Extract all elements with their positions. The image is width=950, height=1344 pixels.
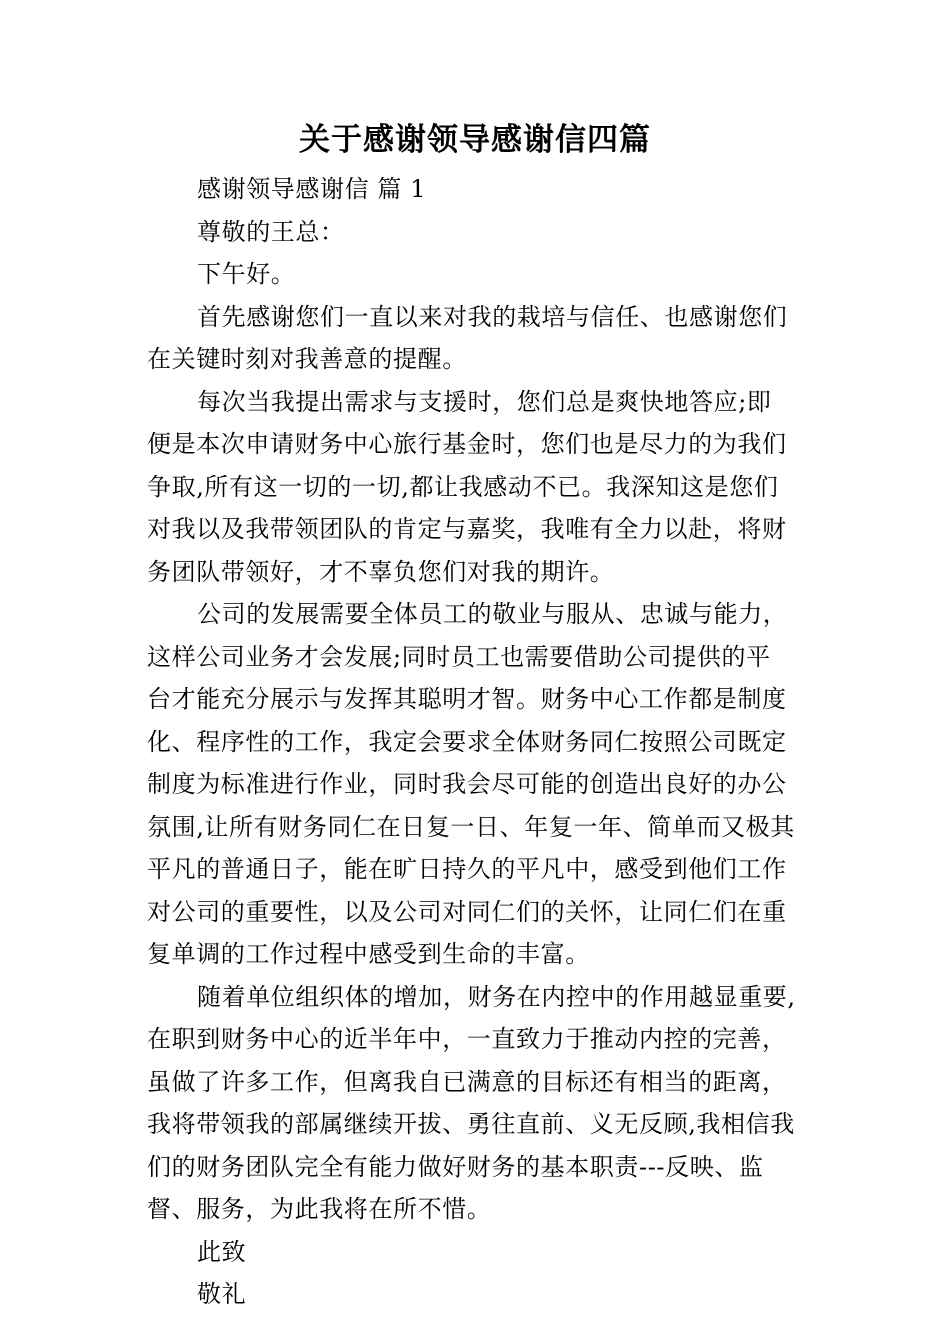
- text-line: 虽做了许多工作，但离我自已满意的目标还有相当的距离，: [147, 1067, 787, 1096]
- text-line: 务团队带领好，才不辜负您们对我的期许。: [147, 557, 615, 586]
- text-line: 敬礼: [197, 1280, 247, 1308]
- document-title: 关于感谢领导感谢信四篇: [299, 122, 651, 158]
- text-line: 公司的发展需要全体员工的敬业与服从、忠诚与能力，: [197, 600, 788, 628]
- text-line: 便是本次申请财务中心旅行基金时，您们也是尽力的为我们: [147, 430, 787, 458]
- text-line: 台才能充分展示与发挥其聪明才智。财务中心工作都是制度: [147, 685, 787, 713]
- text-line: 争取,所有这一切的一切,都让我感动不已。我深知这是您们: [147, 472, 779, 501]
- text-line: 在关键时刻对我善意的提醒。: [147, 345, 467, 373]
- text-line: 制度为标准进行作业，同时我会尽可能的创造出良好的办公: [147, 770, 787, 798]
- text-line: 感谢领导感谢信 篇 1: [197, 175, 427, 203]
- text-line: 平凡的普通日子，能在旷日持久的平凡中，感受到他们工作: [147, 855, 787, 883]
- text-line: 对我以及我带领团队的肯定与嘉奖，我唯有全力以赴，将财: [147, 515, 787, 543]
- text-line: 每次当我提出需求与支援时，您们总是爽快地答应;即: [197, 387, 772, 416]
- text-line: 尊敬的王总：: [197, 217, 345, 246]
- text-line: 督、服务，为此我将在所不惜。: [147, 1195, 492, 1223]
- text-line: 复单调的工作过程中感受到生命的丰富。: [147, 940, 590, 968]
- text-line: 化、程序性的工作，我定会要求全体财务同仁按照公司既定: [147, 727, 787, 756]
- text-line: 此致: [197, 1237, 247, 1266]
- text-line: 下午好。: [197, 260, 296, 288]
- text-line: 我将带领我的部属继续开拔、勇往直前、义无反顾,我相信我: [147, 1110, 795, 1138]
- text-line: 首先感谢您们一直以来对我的栽培与信任、也感谢您们: [197, 302, 788, 331]
- text-line: 随着单位组织体的增加，财务在内控中的作用越显重要,: [197, 982, 796, 1011]
- document-body: [147, 168, 807, 1316]
- text-line: 在职到财务中心的近半年中，一直致力于推动内控的完善，: [147, 1025, 787, 1053]
- text-line: 这样公司业务才会发展;同时员工也需要借助公司提供的平: [147, 642, 771, 671]
- text-line: 对公司的重要性，以及公司对同仁们的关怀，让同仁们在重: [147, 897, 787, 926]
- text-line: 们的财务团队完全有能力做好财务的基本职责---反映、监: [147, 1152, 764, 1181]
- text-line: 氛围,让所有财务同仁在日复一日、年复一年、简单而又极其: [147, 812, 795, 841]
